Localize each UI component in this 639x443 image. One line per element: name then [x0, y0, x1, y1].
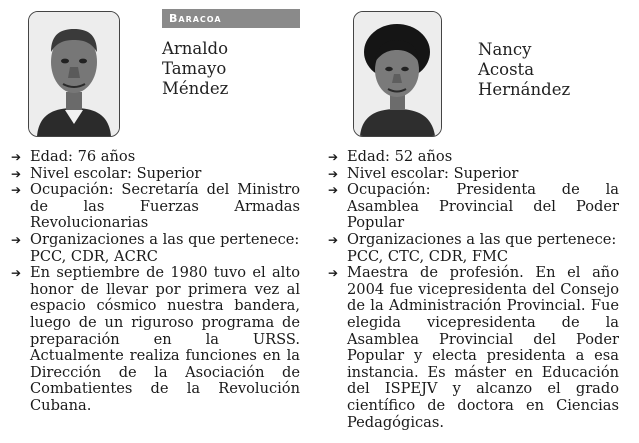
portrait-woman-icon — [354, 12, 441, 136]
name-line: Méndez — [162, 79, 229, 98]
arrow-bullet-icon: ➔ — [11, 232, 22, 247]
name-line: Acosta — [478, 60, 535, 79]
arrow-bullet-icon: ➔ — [11, 183, 22, 198]
fact-occupation: ➔ Ocupación: Secretaría del Ministro de las Fuerzas Armadas Revolucionarias — [11, 181, 300, 232]
arrow-bullet-icon: ➔ — [328, 150, 339, 164]
arrow-bullet-icon: ➔ — [328, 166, 339, 181]
name-line: Hernández — [478, 80, 571, 99]
organizations-list: PCC, CTC, CDR, FMC — [347, 247, 509, 265]
fact-biography: ➔ En septiembre de 1980 tuvo el alto honor de llevar por primera vez al espacio cósmico nuestra bandera, luego de un riguroso programa de preparación en la URSS. Actualmente realiza funciones en la Dirección de la Asociación de Combatientes de la Revolución Cubana. — [11, 264, 300, 414]
fact-age: ➔ Edad: 52 años — [328, 148, 453, 165]
fact-biography: ➔ Maestra de profesión. En el año 2004 fue vicepresidenta del Consejo de la Administración Provincial. Fue elegida vicepresidenta de la Asamblea Provincial del Poder Popular y electa presidenta a esa instancia. Es máster en Educación del ISPEJV y alcanzo el grado científico de doctora en Ciencias Pedagógicas. — [328, 264, 619, 431]
portrait-photo-left — [28, 11, 120, 137]
arrow-bullet-icon: ➔ — [328, 232, 339, 247]
name-line: Arnaldo — [162, 39, 229, 58]
section-tag: Baracoa — [162, 9, 300, 28]
fact-organizations: ➔ Organizaciones a las que pertenece: PCC, CDR, ACRC — [11, 230, 300, 265]
portrait-photo-right — [353, 11, 442, 137]
person-name-right — [478, 40, 570, 100]
arrow-bullet-icon: ➔ — [328, 266, 339, 281]
person-name-left — [162, 39, 228, 99]
organizations-list: PCC, CDR, ACRC — [30, 247, 158, 265]
portrait-man-icon — [29, 12, 119, 136]
fact-occupation: ➔ Ocupación: Presidenta de la Asamblea Provincial del Poder Popular — [328, 181, 619, 232]
fact-age: ➔ Edad: 76 años — [11, 148, 136, 165]
arrow-bullet-icon: ➔ — [328, 183, 339, 198]
arrow-bullet-icon: ➔ — [11, 166, 22, 181]
fact-education: ➔ Nivel escolar: Superior — [328, 164, 519, 182]
facts-list-right — [327, 149, 619, 431]
facts-list-left — [10, 149, 300, 415]
arrow-bullet-icon: ➔ — [11, 150, 22, 164]
fact-organizations: ➔ Organizaciones a las que pertenece: PCC, CTC, CDR, FMC — [328, 230, 617, 265]
name-line: Tamayo — [162, 59, 227, 78]
arrow-bullet-icon: ➔ — [11, 266, 22, 281]
name-line: Nancy — [478, 40, 532, 59]
fact-education: ➔ Nivel escolar: Superior — [11, 164, 202, 182]
